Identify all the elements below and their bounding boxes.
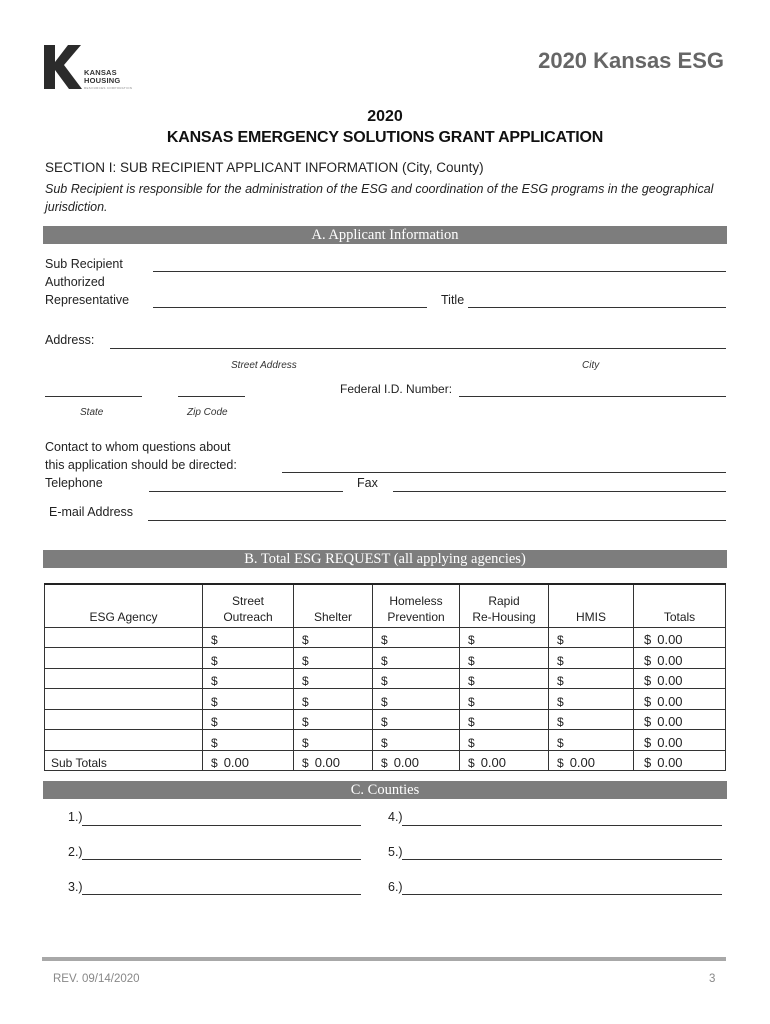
row-total-value: 0.00 [657,652,683,668]
title-field[interactable] [468,307,726,308]
grand-total-cell [634,750,726,771]
telephone-field[interactable] [149,491,343,492]
county-6-field[interactable] [402,894,722,895]
county-5-label: 5.) [388,845,403,859]
row-total-value: 0.00 [657,673,683,688]
agency-cell[interactable] [45,730,203,751]
table-row [45,648,726,669]
currency-symbol: $ [557,715,564,729]
row-total-cell [634,709,726,730]
col-totals: Totals [634,584,726,627]
email-label: E-mail Address [49,505,134,519]
hmis-subtotal-cell [549,750,634,771]
col-shelter: Shelter [294,584,373,627]
currency-symbol: $ [468,756,475,770]
currency-symbol: $ [468,674,475,688]
currency-symbol: $ [557,653,564,668]
rapid-rehousing-cell[interactable] [460,648,549,669]
rapid-rehousing-cell[interactable] [460,668,549,689]
homeless-prevention-subtotal-cell [373,750,460,771]
homeless-prevention-cell[interactable] [373,730,460,751]
state-field[interactable] [45,396,142,397]
currency-symbol: $ [644,755,652,770]
county-3-label: 3.) [68,880,83,894]
street-outreach-subtotal-value: 0.00 [223,755,249,770]
city-caption: City [582,360,600,371]
col-street-outreach: Street Outreach [203,584,294,627]
row-total-value: 0.00 [657,714,683,729]
county-2-field[interactable] [82,859,361,860]
county-3-field[interactable] [82,894,361,895]
currency-symbol: $ [557,694,564,709]
row-total-cell [634,627,726,648]
street-outreach-cell[interactable] [203,730,294,751]
esg-table-body [45,627,726,771]
hmis-cell[interactable] [549,689,634,710]
shelter-cell[interactable] [294,689,373,710]
revision-date: REV. 09/14/2020 [53,973,140,985]
rapid-rehousing-cell[interactable] [460,627,549,648]
homeless-prevention-cell[interactable] [373,689,460,710]
col-hmis: HMIS [549,584,634,627]
sub-recipient-label: Sub Recipient [45,257,123,271]
street-outreach-cell[interactable] [203,668,294,689]
address-field[interactable] [110,348,726,349]
street-outreach-cell[interactable] [203,627,294,648]
currency-symbol: $ [644,673,652,688]
currency-symbol: $ [211,633,218,647]
hmis-cell[interactable] [549,730,634,751]
rapid-rehousing-cell[interactable] [460,689,549,710]
subtotal-row [45,750,726,771]
hmis-cell[interactable] [549,668,634,689]
table-row [45,627,726,648]
address-label: Address: [45,333,95,347]
shelter-cell[interactable] [294,648,373,669]
currency-symbol: $ [302,674,309,688]
currency-symbol: $ [211,694,218,709]
shelter-subtotal-cell [294,750,373,771]
county-1-label: 1.) [68,810,83,824]
currency-symbol: $ [557,735,564,750]
currency-symbol: $ [381,756,388,770]
sub-recipient-field[interactable] [153,271,726,272]
currency-symbol: $ [644,632,652,647]
agency-cell[interactable] [45,648,203,669]
currency-symbol: $ [468,633,475,647]
shelter-cell[interactable] [294,627,373,648]
logo-text: KANSAS HOUSING [84,68,121,85]
currency-symbol: $ [644,734,652,750]
form-title: KANSAS EMERGENCY SOLUTIONS GRANT APPLICATION [166,129,604,146]
rapid-rehousing-cell[interactable] [460,709,549,730]
currency-symbol: $ [468,653,475,668]
currency-symbol: $ [381,715,388,729]
hmis-cell[interactable] [549,709,634,730]
county-4-field[interactable] [402,825,722,826]
currency-symbol: $ [302,694,309,709]
section-heading: SECTION I: SUB RECIPIENT APPLICANT INFORMATION (City, County) [45,160,484,175]
table-row [45,689,726,710]
homeless-prevention-cell[interactable] [373,627,460,648]
zip-code-caption: Zip Code [187,407,228,418]
rapid-rehousing-cell[interactable] [460,730,549,751]
shelter-cell[interactable] [294,709,373,730]
footer-divider [42,957,726,961]
street-outreach-cell[interactable] [203,689,294,710]
table-row [45,668,726,689]
esg-request-table [44,583,726,771]
agency-cell[interactable] [45,668,203,689]
street-address-caption: Street Address [231,360,297,371]
street-outreach-cell[interactable] [203,709,294,730]
currency-symbol: $ [381,633,388,647]
county-4-label: 4.) [388,810,403,824]
currency-symbol: $ [302,653,309,668]
grand-total-value: 0.00 [657,755,683,770]
homeless-prevention-cell[interactable] [373,709,460,730]
row-total-cell [634,730,726,751]
row-total-value: 0.00 [657,693,683,709]
page-number: 3 [709,973,716,985]
row-total-value: 0.00 [657,632,683,647]
currency-symbol: $ [302,756,309,770]
telephone-label: Telephone [45,476,103,490]
contact-field[interactable] [282,472,726,473]
document-brand-title: 2020 Kansas ESG [538,48,724,73]
col-esg-agency: ESG Agency [45,584,203,627]
representative-field[interactable] [153,307,427,308]
currency-symbol: $ [211,735,218,750]
currency-symbol: $ [211,756,218,770]
federal-id-field[interactable] [459,396,726,397]
currency-symbol: $ [644,693,652,709]
rapid-rehousing-subtotal-value: 0.00 [480,755,506,770]
rapid-rehousing-subtotal-cell [460,750,549,771]
currency-symbol: $ [557,674,564,688]
col-homeless-prevention: Homeless Prevention [373,584,460,627]
shelter-cell[interactable] [294,668,373,689]
federal-id-label: Federal I.D. Number: [340,382,453,396]
currency-symbol: $ [381,694,388,709]
kansas-housing-logo [44,45,82,89]
state-caption: State [80,407,104,418]
table-header-row [45,584,726,627]
homeless-prevention-cell[interactable] [373,648,460,669]
currency-symbol: $ [468,715,475,729]
authorized-label: Authorized [45,275,105,289]
hmis-subtotal-value: 0.00 [569,755,595,770]
currency-symbol: $ [302,735,309,750]
homeless-prevention-subtotal-value: 0.00 [393,755,419,770]
table-row [45,730,726,751]
form-year: 2020 [367,108,403,125]
contact-label-line1: Contact to whom questions about [45,440,231,454]
currency-symbol: $ [381,735,388,750]
row-total-value: 0.00 [657,734,683,750]
currency-symbol: $ [381,674,388,688]
contact-label-line2: this application should be directed: [45,458,237,472]
row-total-cell [634,668,726,689]
currency-symbol: $ [302,633,309,647]
subtotal-label: Sub Totals [45,750,203,771]
county-2-label: 2.) [68,845,83,859]
email-field[interactable] [148,520,726,521]
title-label: Title [441,293,465,307]
row-total-cell [634,648,726,669]
hmis-cell[interactable] [549,648,634,669]
fax-field[interactable] [393,491,726,492]
counties-header: C. Counties [43,781,727,799]
logo-subtext: RESOURCES CORPORATION [84,86,133,90]
currency-symbol: $ [211,674,218,688]
currency-symbol: $ [381,653,388,668]
agency-cell[interactable] [45,689,203,710]
esg-request-header: B. Total ESG REQUEST (all applying agencies) [43,550,727,568]
shelter-subtotal-value: 0.00 [314,755,340,770]
county-6-label: 6.) [388,880,403,894]
county-1-field[interactable] [82,825,361,826]
agency-cell[interactable] [45,709,203,730]
col-rapid-rehousing: Rapid Re-Housing [460,584,549,627]
currency-symbol: $ [302,715,309,729]
shelter-cell[interactable] [294,730,373,751]
county-5-field[interactable] [402,859,722,860]
currency-symbol: $ [211,653,218,668]
currency-symbol: $ [644,714,652,729]
agency-cell[interactable] [45,627,203,648]
hmis-cell[interactable] [549,627,634,648]
applicant-info-header: A. Applicant Information [43,226,727,244]
currency-symbol: $ [468,735,475,750]
street-outreach-cell[interactable] [203,648,294,669]
representative-label: Representative [45,293,130,307]
table-row [45,709,726,730]
currency-symbol: $ [468,694,475,709]
currency-symbol: $ [557,756,564,770]
currency-symbol: $ [557,633,564,647]
homeless-prevention-cell[interactable] [373,668,460,689]
zip-code-field[interactable] [178,396,245,397]
section-note: Sub Recipient is responsible for the administration of the ESG and coordination of the ESG programs in the geographical jurisdiction. [45,182,714,214]
fax-label: Fax [357,476,378,490]
row-total-cell [634,689,726,710]
currency-symbol: $ [644,652,652,668]
currency-symbol: $ [211,715,218,729]
street-outreach-subtotal-cell [203,750,294,771]
